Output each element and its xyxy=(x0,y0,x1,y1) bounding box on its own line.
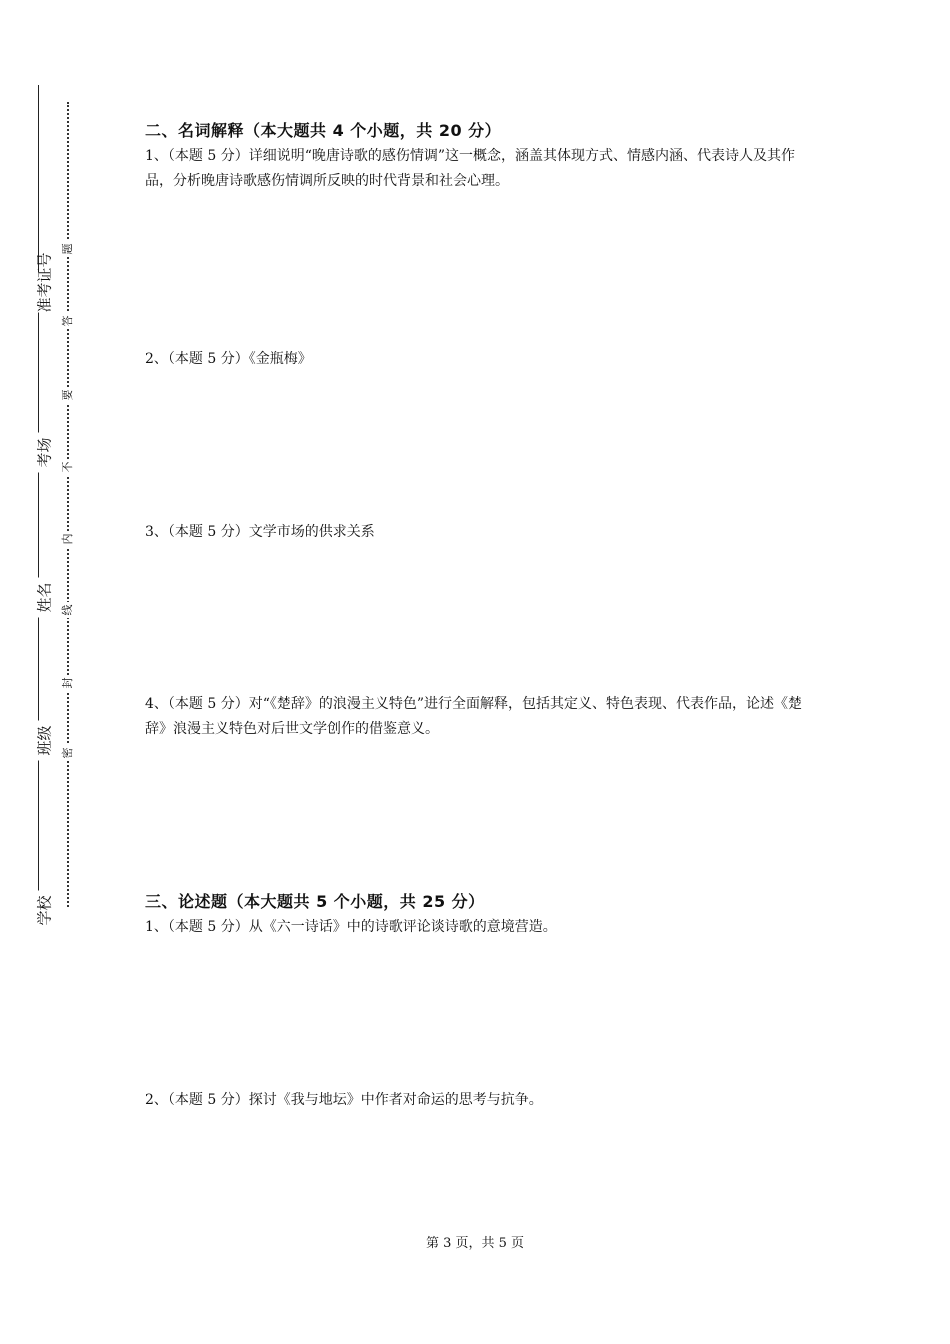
question-2-4: 4、（本题 5 分）对“《楚辞》的浪漫主义特色”进行全面解释，包括其定义、特色表现、代表作品，论述《楚辞》浪漫主义特色对后世文学创作的借鉴意义。 xyxy=(145,696,803,737)
field-exam-number: 准考证号 xyxy=(32,273,57,313)
seal-char: 答 xyxy=(61,313,75,329)
seal-char: 密 xyxy=(61,745,75,761)
question-3-1: 1、（本题 5 分）从《六一诗话》中的诗歌评论谈诗歌的意境营造。 xyxy=(145,919,557,935)
exam-content xyxy=(145,118,815,1113)
seal-char: 封 xyxy=(61,675,75,691)
binding-dotted-line xyxy=(67,102,69,907)
field-class: 班级 xyxy=(32,721,57,761)
question-3-2: 2、（本题 5 分）探讨《我与地坛》中作者对命运的思考与抗争。 xyxy=(145,1092,543,1108)
section2-title: 二、名词解释（本大题共 4 个小题，共 20 分） xyxy=(145,121,502,140)
seal-char: 题 xyxy=(61,241,75,257)
seal-char: 内 xyxy=(61,531,75,547)
seal-char: 线 xyxy=(61,602,75,618)
section3-title: 三、论述题（本大题共 5 个小题，共 25 分） xyxy=(145,892,485,911)
page-footer: 第 3 页，共 5 页 xyxy=(425,1236,525,1251)
field-school: 学校 xyxy=(32,891,57,931)
question-2-2: 2、（本题 5 分）《金瓶梅》 xyxy=(145,351,312,367)
question-2-1: 1、（本题 5 分）详细说明“晚唐诗歌的感伤情调”这一概念，涵盖其体现方式、情感内涵、代表诗人及其作品，分析晚唐诗歌感伤情调所反映的时代背景和社会心理。 xyxy=(145,148,796,189)
binding-margin xyxy=(0,0,110,1344)
question-2-3: 3、（本题 5 分）文学市场的供求关系 xyxy=(145,524,375,540)
field-exam-room: 考场 xyxy=(32,433,57,473)
seal-char: 要 xyxy=(61,387,75,403)
field-name: 姓名 xyxy=(32,578,57,618)
seal-char: 不 xyxy=(61,459,75,475)
binding-solid-line xyxy=(38,85,39,925)
